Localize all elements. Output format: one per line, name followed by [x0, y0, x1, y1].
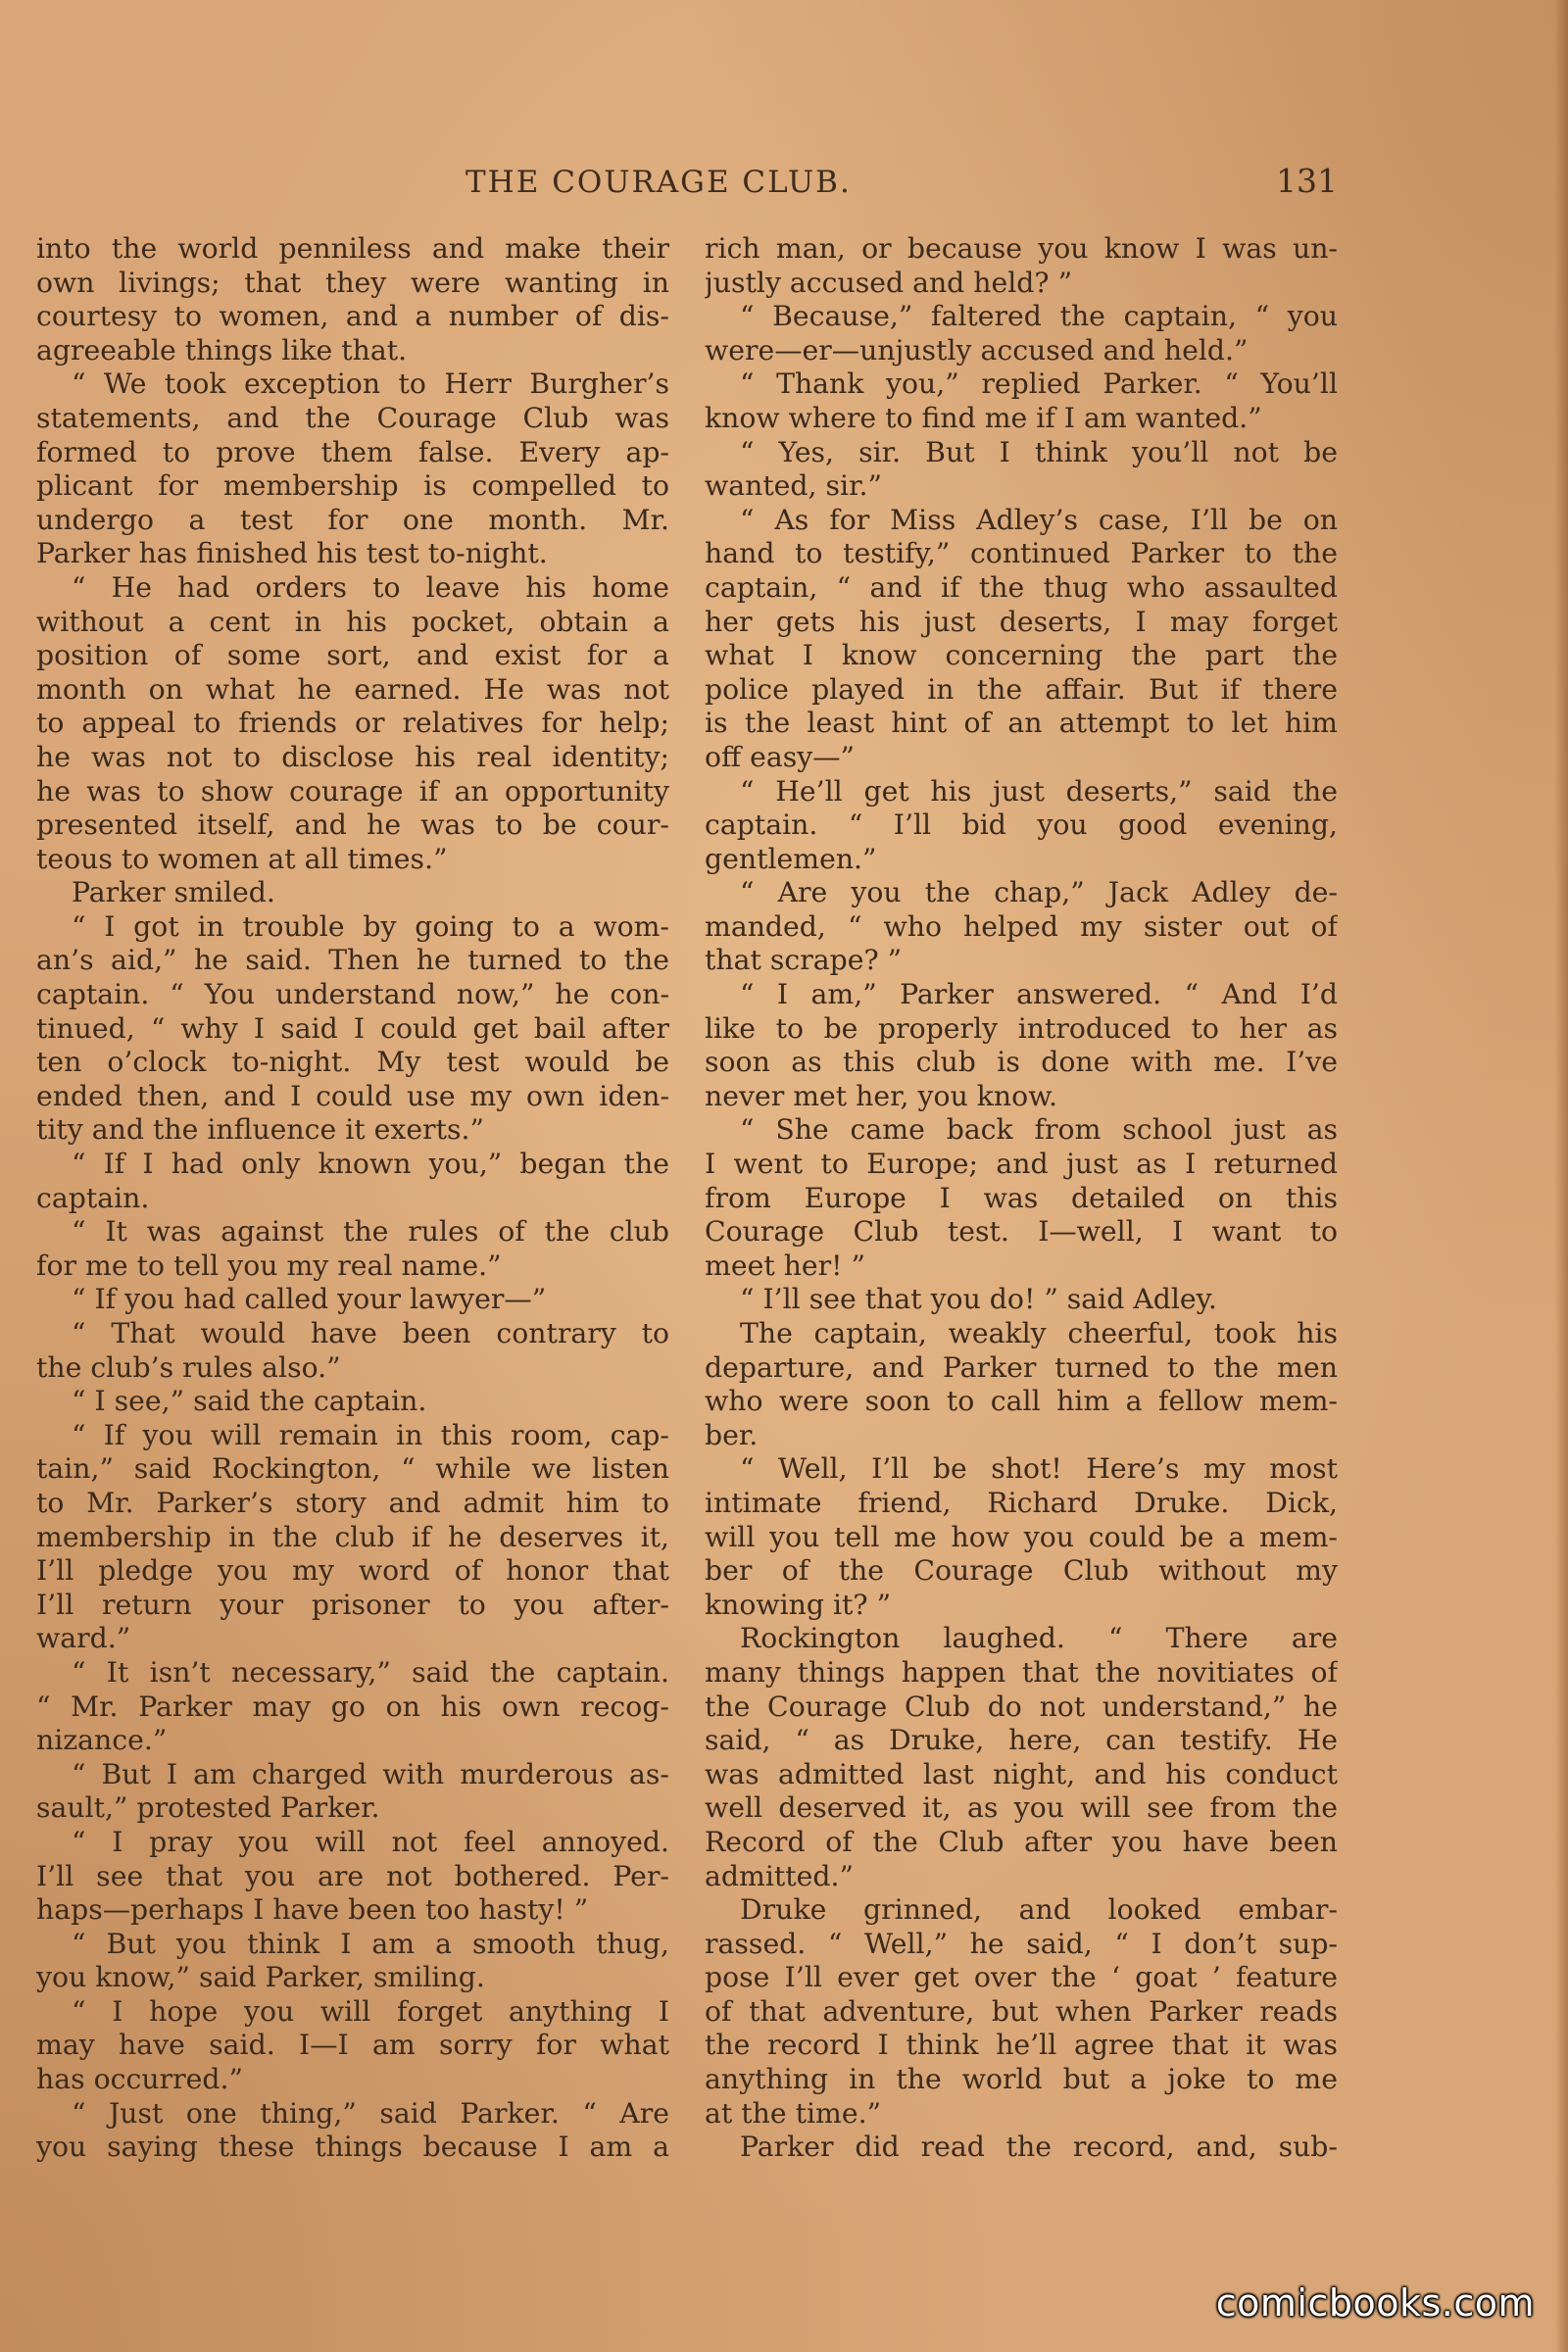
text-line: rich man, or because you know I was un-	[705, 232, 1338, 265]
text-line: what I know concerning the part the	[705, 639, 1338, 672]
text-line: Record of the Club after you have been	[705, 1825, 1338, 1858]
text-line: departure, and Parker turned to the men	[705, 1350, 1338, 1384]
text-line: an’s aid,” he said. Then he turned to the	[36, 944, 669, 977]
text-line: undergo a test for one month. Mr.	[36, 503, 669, 536]
right-text-column	[705, 232, 1338, 2165]
text-line: plicant for membership is compelled to	[36, 469, 669, 503]
text-line: at the time.”	[705, 2096, 882, 2130]
text-line: statements, and the Courage Club was	[36, 401, 669, 434]
text-line: position of some sort, and exist for a	[36, 639, 669, 672]
text-line: formed to prove them false. Every ap-	[36, 435, 669, 468]
text-line: “ I am,” Parker answered. “ And I’d	[740, 978, 1338, 1011]
text-line: “ If you will remain in this room, cap-	[72, 1418, 669, 1451]
text-line: hand to testify,” continued Parker to the	[705, 537, 1338, 570]
text-line: membership in the club if he deserves it,	[36, 1520, 669, 1553]
text-line: “ Just one thing,” said Parker. “ Are	[72, 2096, 669, 2130]
text-line: I’ll return your prisoner to you after-	[36, 1588, 669, 1621]
text-line: the Courage Club do not understand,” he	[705, 1690, 1338, 1723]
text-line: of that adventure, but when Parker reads	[705, 1994, 1338, 2028]
text-line: tinued, “ why I said I could get bail after	[36, 1011, 669, 1045]
text-line: “ That would have been contrary to	[72, 1317, 669, 1349]
text-line: her gets his just deserts, I may forget	[705, 605, 1338, 638]
text-line: the record I think he’ll agree that it was	[705, 2029, 1338, 2062]
text-line: agreeable things like that.	[36, 333, 408, 367]
text-line: own livings; that they were wanting in	[36, 266, 669, 299]
text-line: to Mr. Parker’s story and admit him to	[36, 1486, 669, 1519]
text-line: captain, “ and if the thug who assaulted	[705, 570, 1338, 604]
text-line: into the world penniless and make their	[36, 232, 669, 265]
text-line: never met her, you know.	[705, 1079, 1058, 1112]
text-line: who were soon to call him a fellow mem-	[705, 1385, 1338, 1418]
text-line: “ We took exception to Herr Burgher’s	[72, 368, 669, 401]
text-line: that scrape? ”	[705, 944, 903, 977]
text-line: sault,” protested Parker.	[36, 1791, 380, 1825]
text-line: rassed. “ Well,” he said, “ I don’t sup-	[705, 1927, 1338, 1960]
text-line: justly accused and held? ”	[705, 266, 1073, 299]
text-line: “ I pray you will not feel annoyed.	[72, 1825, 669, 1858]
running-head: THE COURAGE CLUB.	[466, 165, 852, 200]
text-line: ten o’clock to-night. My test would be	[36, 1046, 669, 1079]
text-line: admitted.”	[705, 1859, 854, 1892]
text-line: “ Thank you,” replied Parker. “ You’ll	[740, 368, 1338, 401]
text-line: “ It was against the rules of the club	[72, 1215, 669, 1249]
text-line: “ If I had only known you,” began the	[72, 1148, 669, 1181]
text-line: meet her! ”	[705, 1249, 866, 1282]
text-line: “ Yes, sir. But I think you’ll not be	[740, 435, 1338, 468]
text-line: you know,” said Parker, smiling.	[36, 1961, 485, 1994]
text-line: gentlemen.”	[705, 842, 877, 875]
text-line: manded, “ who helped my sister out of	[705, 909, 1338, 943]
left-text-column	[36, 232, 669, 2165]
text-line: “ Mr. Parker may go on his own recog-	[36, 1690, 669, 1723]
text-line: well deserved it, as you will see from the	[705, 1791, 1338, 1825]
text-line: you saying these things because I am a	[36, 2131, 669, 2164]
text-line: “ I’ll see that you do! ” said Adley.	[740, 1283, 1217, 1316]
page-header	[0, 162, 1568, 204]
text-line: I’ll pledge you my word of honor that	[36, 1554, 669, 1588]
text-line: I’ll see that you are not bothered. Per-	[36, 1859, 669, 1892]
text-line: “ I got in trouble by going to a wom-	[72, 909, 669, 943]
text-line: to appeal to friends or relatives for help;	[36, 707, 669, 740]
text-line: the club’s rules also.”	[36, 1350, 341, 1384]
text-line: “ I hope you will forget anything I	[72, 1994, 669, 2028]
text-line: “ But I am charged with murderous as-	[72, 1757, 669, 1790]
text-line: ber of the Courage Club without my	[705, 1554, 1338, 1588]
text-line: he was not to disclose his real identity;	[36, 740, 669, 773]
text-line: ended then, and I could use my own iden-	[36, 1079, 669, 1112]
text-line: wanted, sir.”	[705, 469, 882, 503]
text-line: ber.	[705, 1418, 759, 1451]
watermark-logo: comicbooks.com	[1215, 2281, 1535, 2325]
page-edge-shadow	[1554, 0, 1568, 2352]
text-line: was admitted last night, and his conduct	[705, 1757, 1338, 1790]
text-line: without a cent in his pocket, obtain a	[36, 605, 669, 638]
text-line: I went to Europe; and just as I returned	[705, 1148, 1338, 1181]
text-line: “ It isn’t necessary,” said the captain.	[72, 1655, 669, 1689]
page-number: 131	[1276, 162, 1338, 200]
text-line: like to be properly introduced to her as	[705, 1011, 1338, 1045]
text-line: “ Well, I’ll be shot! Here’s my most	[740, 1452, 1338, 1486]
text-line: ward.”	[36, 1622, 131, 1655]
text-line: “ But you think I am a smooth thug,	[72, 1927, 669, 1960]
text-line: said, “ as Druke, here, can testify. He	[705, 1724, 1338, 1757]
text-line: presented itself, and he was to be cour-	[36, 808, 669, 842]
text-line: for me to tell you my real name.”	[36, 1249, 502, 1282]
text-line: will you tell me how you could be a mem-	[705, 1520, 1338, 1553]
text-line: Parker did read the record, and, sub-	[740, 2131, 1338, 2164]
text-line: “ He’ll get his just deserts,” said the	[740, 774, 1338, 808]
text-line: “ She came back from school just as	[740, 1113, 1338, 1147]
text-line: Rockington laughed. “ There are	[740, 1622, 1338, 1655]
text-line: “ Are you the chap,” Jack Adley de-	[740, 876, 1338, 909]
text-line: has occurred.”	[36, 2063, 243, 2096]
text-line: captain. “ I’ll bid you good evening,	[705, 808, 1338, 842]
text-line: “ As for Miss Adley’s case, I’ll be on	[740, 503, 1338, 536]
text-line: may have said. I—I am sorry for what	[36, 2029, 669, 2062]
text-line: Parker has finished his test to-night.	[36, 537, 548, 570]
text-line: Parker smiled.	[72, 876, 275, 909]
text-line: anything in the world but a joke to me	[705, 2063, 1338, 2096]
text-line: knowing it? ”	[705, 1588, 892, 1621]
text-line: courtesy to women, and a number of dis-	[36, 300, 669, 333]
text-line: is the least hint of an attempt to let him	[705, 707, 1338, 740]
text-line: police played in the affair. But if there	[705, 672, 1338, 706]
text-line: know where to find me if I am wanted.”	[705, 401, 1262, 434]
text-line: intimate friend, Richard Druke. Dick,	[705, 1486, 1338, 1519]
text-line: captain.	[36, 1181, 150, 1214]
text-line: teous to women at all times.”	[36, 842, 448, 875]
text-line: from Europe I was detailed on this	[705, 1181, 1338, 1214]
text-line: he was to show courage if an opportunity	[36, 774, 669, 808]
text-line: pose I’ll ever get over the ‘ goat ’ feature	[705, 1961, 1338, 1994]
text-line: soon as this club is done with me. I’ve	[705, 1046, 1338, 1079]
text-line: The captain, weakly cheerful, took his	[740, 1317, 1338, 1349]
text-line: month on what he earned. He was not	[36, 672, 669, 706]
text-line: “ Because,” faltered the captain, “ you	[740, 300, 1338, 333]
text-line: were—er—unjustly accused and held.”	[705, 333, 1249, 367]
text-line: haps—perhaps I have been too hasty! ”	[36, 1893, 589, 1927]
text-line: tity and the influence it exerts.”	[36, 1113, 484, 1147]
text-line: nizance.”	[36, 1724, 168, 1757]
text-line: Druke grinned, and looked embar-	[740, 1893, 1338, 1927]
text-line: “ If you had called your lawyer—”	[72, 1283, 547, 1316]
text-line: many things happen that the novitiates of	[705, 1655, 1338, 1689]
text-line: “ He had orders to leave his home	[72, 570, 669, 604]
text-line: captain. “ You understand now,” he con-	[36, 978, 669, 1011]
text-line: off easy—”	[705, 740, 856, 773]
text-line: tain,” said Rockington, “ while we listen	[36, 1452, 669, 1486]
text-line: Courage Club test. I—well, I want to	[705, 1215, 1338, 1249]
text-line: “ I see,” said the captain.	[72, 1385, 427, 1418]
